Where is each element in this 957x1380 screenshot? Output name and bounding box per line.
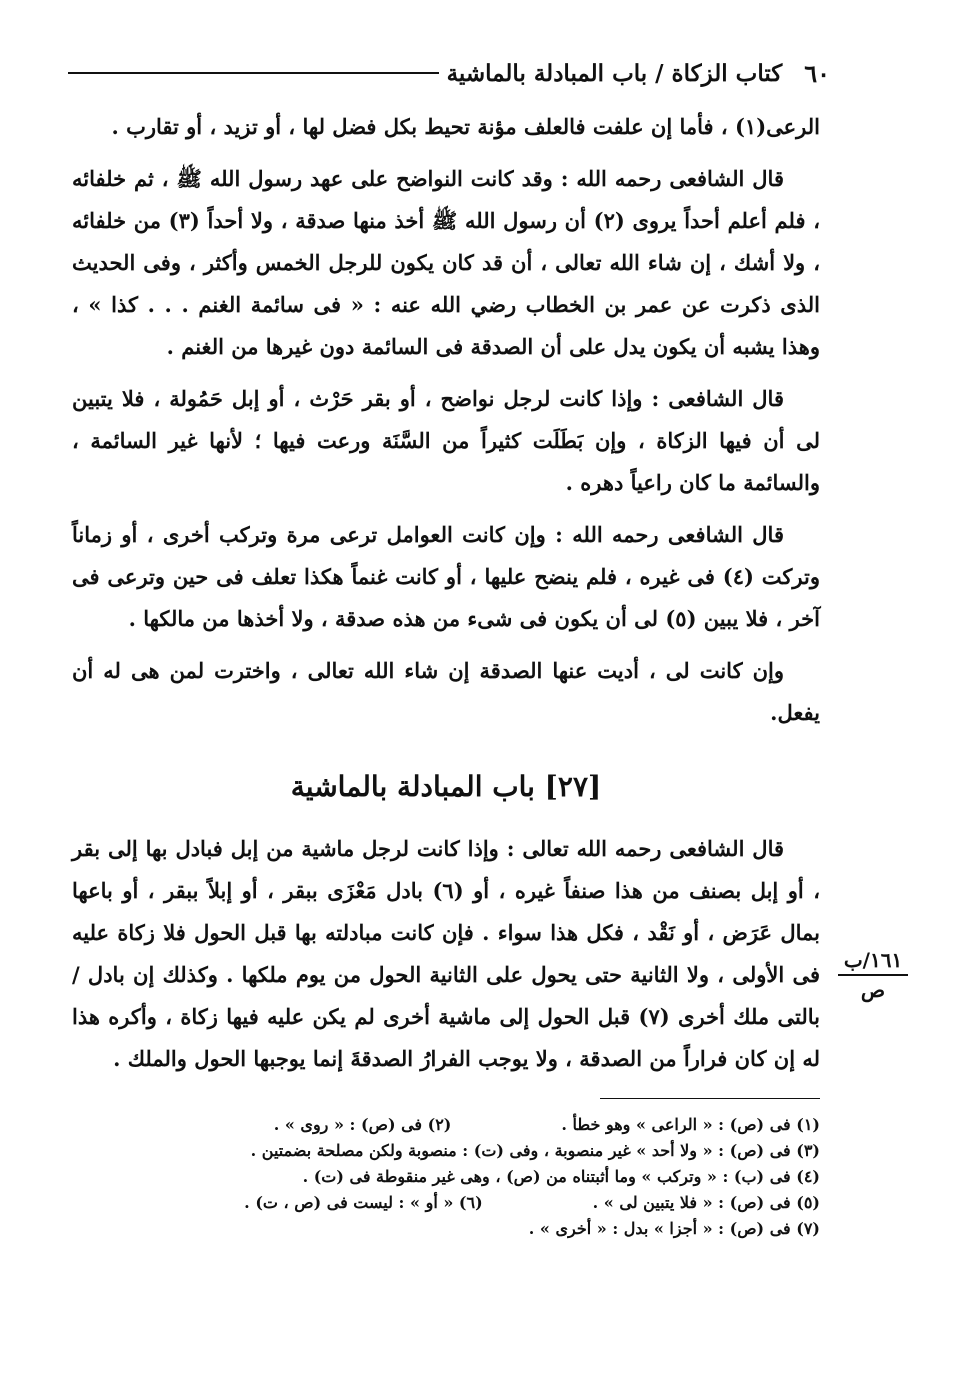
footnote-row	[170, 1112, 820, 1138]
footnote: (٧) فى (ص) : « أجزا » بدل : « أخرى » .	[528, 1219, 820, 1238]
paragraph-lead: قال الشافعى	[669, 166, 784, 191]
footnote: (١) فى (ص) : « الراعى » وهو خطأ .	[561, 1115, 820, 1134]
paragraph	[72, 106, 820, 148]
section-heading: [٢٧] باب المبادلة بالماشية	[290, 770, 602, 803]
folio-number: ١٦١/ب	[838, 948, 908, 976]
paragraph-text: رحمه الله تعالى : وإذا كانت لرجل ماشية من إبل فبادل بها إلى بقر ، أو إبل بصنف من هذا صنفاً غيره ، أو (٦) بادل مَعْزَى ببقر ، أو إبلاً ببقر ، أو باعها بمال عَرَض ، أو نَقْد ، فكل هذا سواء . فإن كانت مبادلته بها قبل الحول فلا زكاة عليه فى الأولى ، ولا الثانية حتى يحول على الثانية الحول من يوم ملكها . وكذلك إن بادل / بالتى ملك أخرى (٧) قبل الحول إلى ماشية أخرى لم يكن عليه فيها زكاة ، وأكره هذا له إن كان فراراً من الصدقة ، ولا يوجب الفرارُ الصدقةَ إنما يوجبها الحول والملك .	[72, 836, 820, 1071]
paragraph	[72, 650, 820, 734]
footnote-row	[170, 1138, 820, 1164]
page-number: ٦٠	[804, 58, 830, 88]
footnote-divider	[600, 1098, 820, 1099]
footnote-row	[170, 1190, 820, 1216]
paragraph-lead: قال الشافعى	[668, 386, 784, 411]
footnote: (٣) فى (ص) : « ولا أحد » غير منصوبة ، وفى (ت) : منصوبة ولكن مصلحة بضمتين .	[250, 1141, 820, 1160]
paragraph	[72, 828, 820, 1080]
footnote: (٤) فى (ب) : « وتركب » وما أثبتناه من (ص) ، وهى غير منقوطة فى (ت) .	[302, 1167, 820, 1186]
footnote: (٦) « أو » : ليست فى (ص ، ت) .	[244, 1193, 483, 1212]
paragraph	[72, 514, 820, 640]
paragraph	[72, 378, 820, 504]
footnote-row	[170, 1164, 820, 1190]
footnote: (٥) فى (ص) : « فلا يتبين لى » .	[592, 1193, 820, 1212]
running-title: كتاب الزكاة / باب المبادلة بالماشية	[446, 59, 783, 87]
main-text	[72, 106, 820, 744]
paragraph-text: وإن كانت لى ، أديت عنها الصدقة إن شاء الله تعالى ، واخترت لمن هى له أن يفعل.	[72, 658, 820, 725]
footnotes	[170, 1112, 820, 1242]
footnote: (٢) فى (ص) : « روى » .	[273, 1115, 452, 1134]
footnote-row	[170, 1216, 820, 1242]
section-text	[72, 828, 820, 1080]
paragraph-lead: قال الشافعى	[669, 836, 785, 861]
paragraph-text: رحمه الله : وإن كانت العوامل ترعى مرة وتركب أخرى ، أو زماناً وتركت (٤) فى غيره ، فلم ينضح عليها ، أو كانت غنماً هكذا تعلف فى حين وترعى فى آخر ، فلا يبين (٥) لى أن يكون فى شىء من هذه صدقة ، ولا أخذها من مالكها .	[72, 522, 820, 631]
page-header	[60, 54, 830, 92]
paragraph-text: الرعى(١) ، فأما إن علفت فالعلف مؤنة تحيط بكل فضل لها ، أو تزيد ، أو تقارب .	[111, 114, 820, 139]
paragraph-text: رحمه الله : وقد كانت النواضح على عهد رسول الله ﷺ ، ثم خلفائه ، فلم أعلم أحداً يروى (٢) أن رسول الله ﷺ أخذ منها صدقة ، ولا أحداً (٣) من خلفائه ، ولا أشك ، إن شاء الله تعالى ، أن قد كان يكون للرجل الخمس وأكثر ، وفى الحديث الذى ذكرت عن عمر بن الخطاب رضي الله عنه : « فى سائمة الغنم . . . كذا » ، وهذا يشبه أن يكون يدل على أن الصدقة فى السائمة دون غيرها من الغنم .	[72, 166, 820, 359]
header-rule	[68, 72, 439, 74]
paragraph-lead: قال الشافعى	[667, 522, 784, 547]
paragraph	[72, 158, 820, 368]
paragraph-text: : وإذا كانت لرجل نواضح ، أو بقر حَرْث ، أو إبل حَمُولة ، فلا يتبين لى أن فيها الزكاة ، وإن بَطَلَت كثيراً من السَّنَة ورعت فيها ؛ لأنها غير السائمة ، والسائمة ما كان راعياً دهره .	[72, 386, 820, 495]
manuscript-folio-note	[838, 948, 908, 1002]
manuscript-siglum: ص	[860, 978, 886, 1002]
